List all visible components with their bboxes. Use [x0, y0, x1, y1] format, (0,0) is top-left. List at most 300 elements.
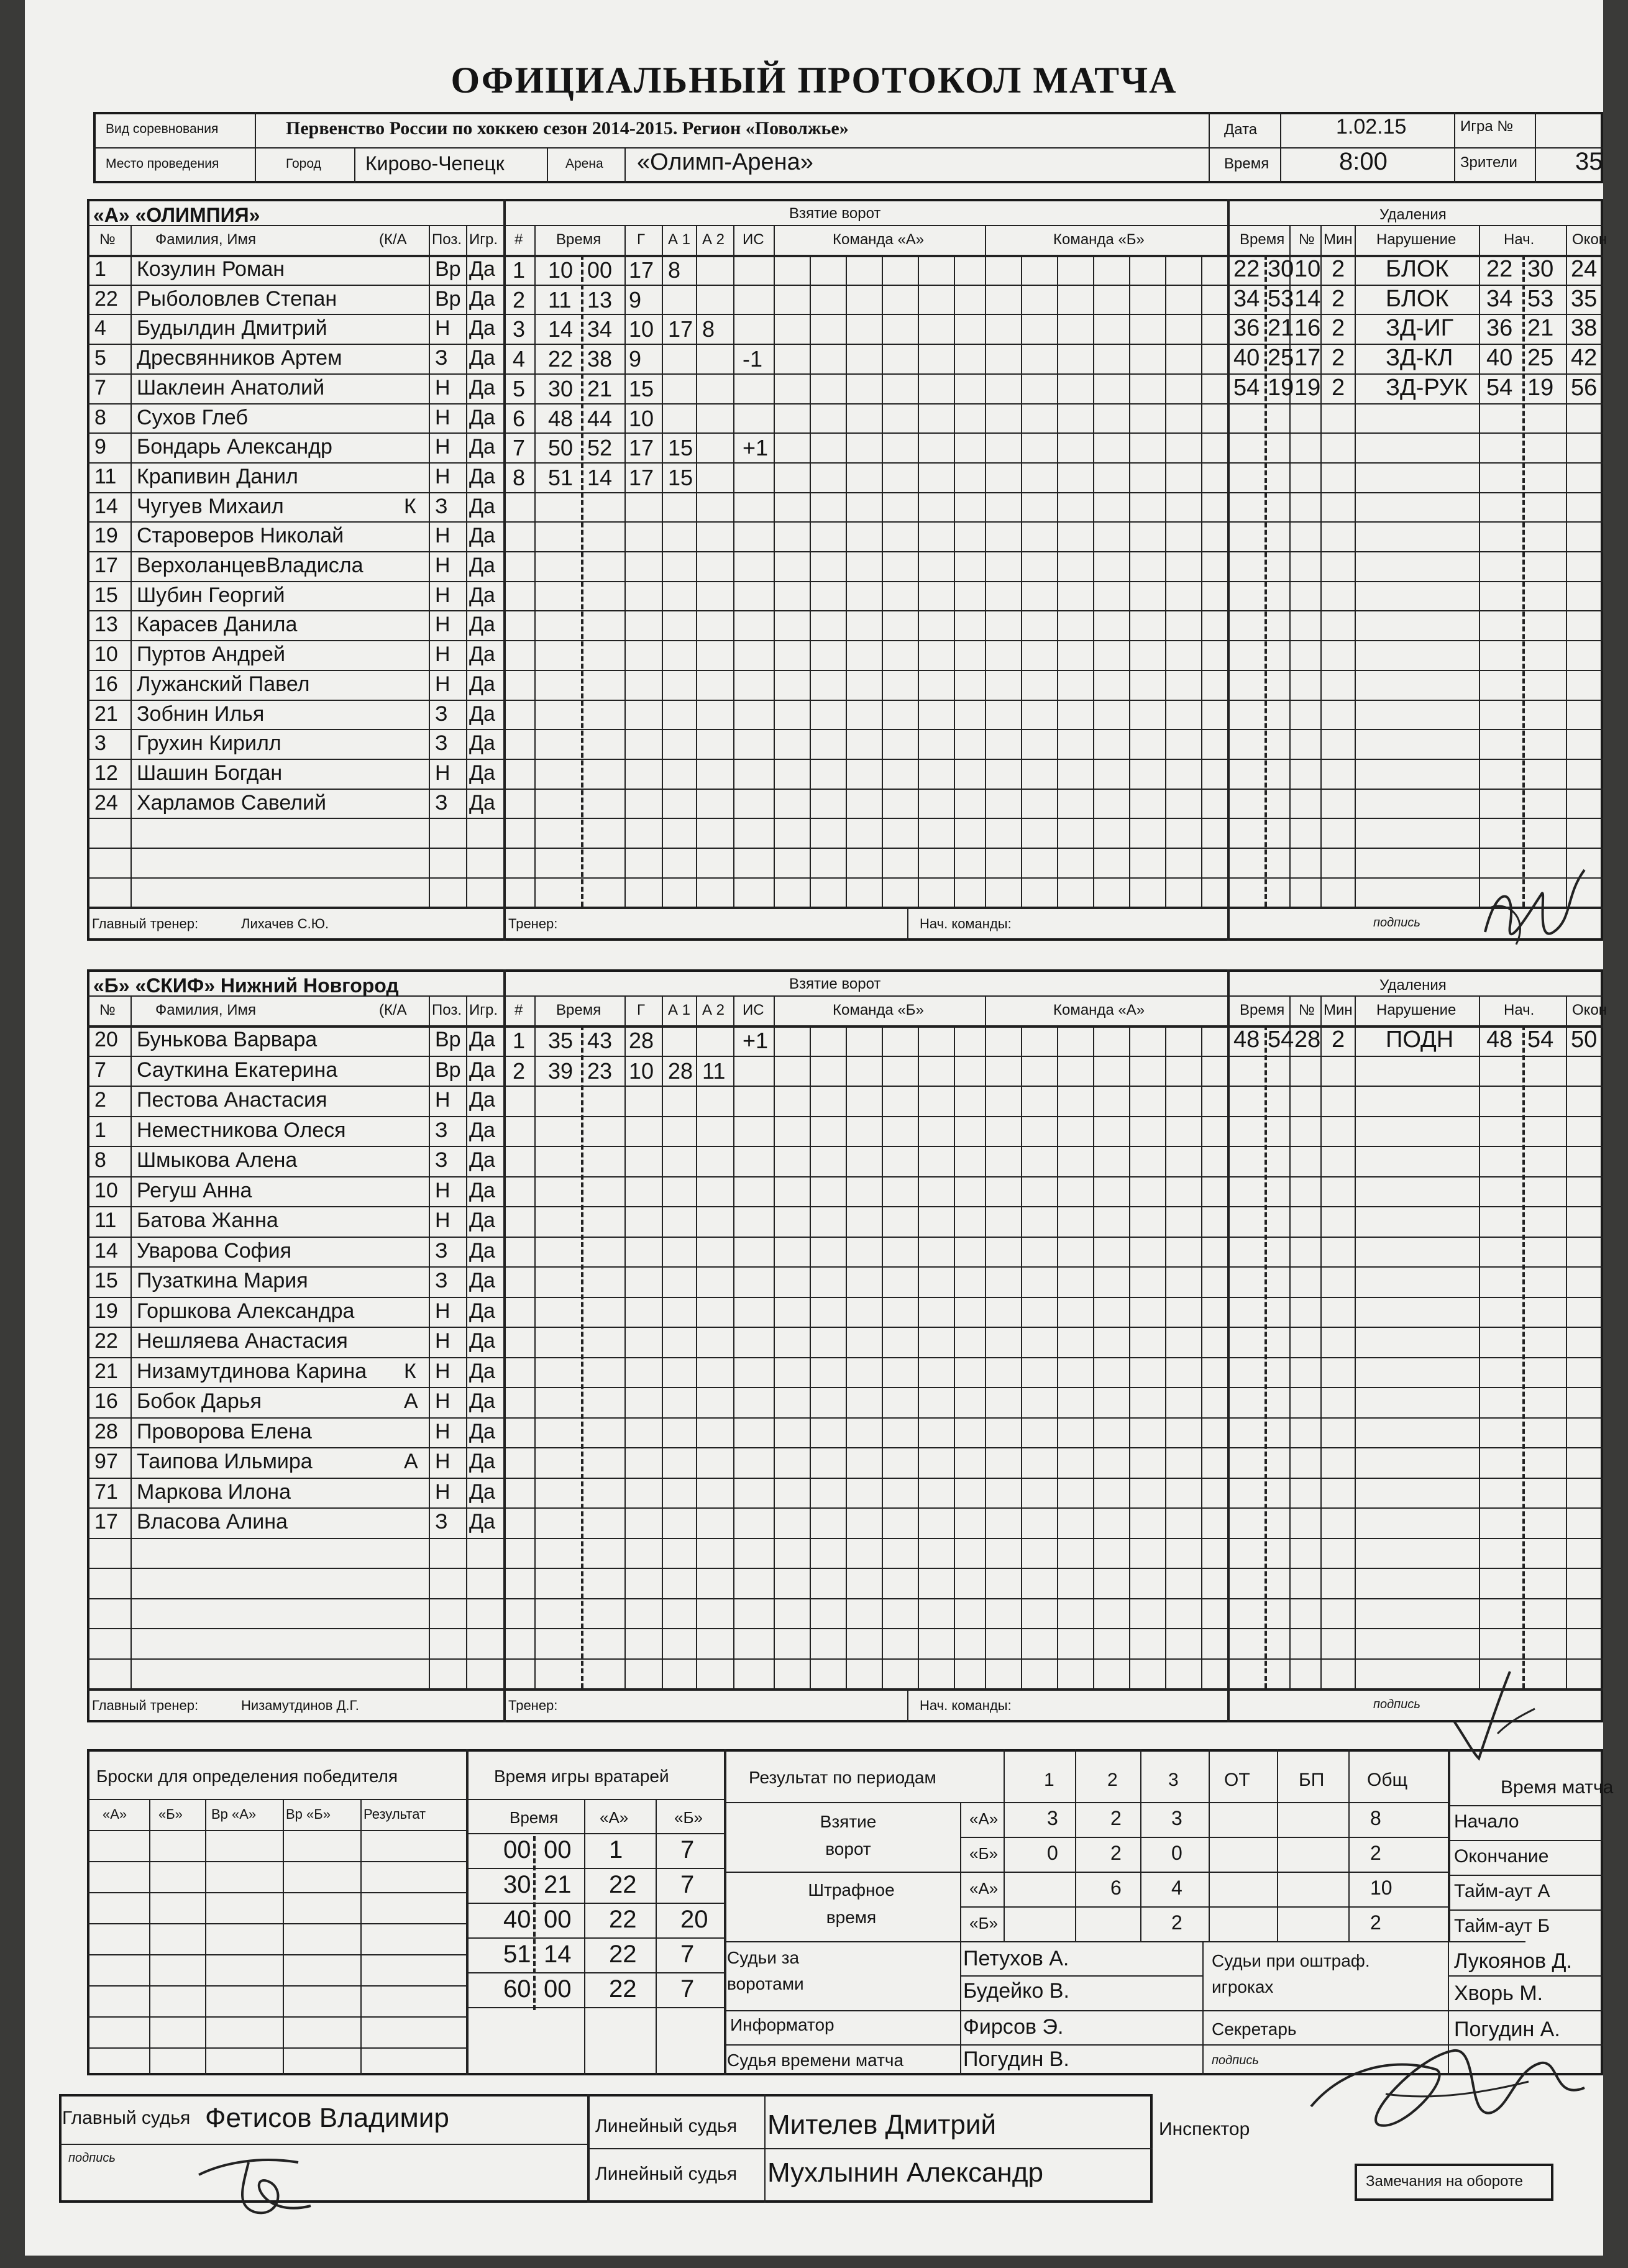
team-chief-label: Нач. команды: [920, 916, 1012, 932]
player-played: Да [469, 731, 495, 756]
block-divider [1448, 1749, 1450, 1941]
line-judge-2-name: Мухлынин Александр [767, 2157, 1043, 2188]
grid-line [907, 1688, 908, 1722]
grid-line [656, 1799, 657, 2075]
player-position: З [435, 346, 448, 370]
player-name: Батова Жанна [137, 1209, 278, 1232]
player-played: Да [469, 1510, 495, 1534]
penalty-violation: БЛОК [1386, 285, 1449, 312]
grid-line [360, 1799, 362, 2075]
period-team-label: «А» [969, 1809, 999, 1828]
dashed-divider [1264, 1025, 1267, 1688]
player-played: Да [469, 1178, 495, 1202]
player-position: Н [435, 316, 450, 341]
grid-line [1566, 225, 1567, 907]
grid-line [1165, 1025, 1166, 1688]
period-value: 0 [1047, 1842, 1058, 1864]
goal-number: 3 [513, 316, 526, 342]
player-played: Да [469, 761, 495, 785]
inspector-label: Инспектор [1159, 2119, 1250, 2139]
grid-line [466, 1972, 724, 1973]
goal-time-min: 10 [548, 257, 574, 283]
match-time-row: Окончание [1454, 1846, 1549, 1867]
grid-line [534, 995, 536, 1688]
grid-line [87, 848, 1603, 849]
grid-line [87, 610, 1603, 611]
penalty-violation: ЗД-КЛ [1386, 345, 1453, 372]
dashed-divider [533, 1836, 536, 2010]
grid-line [87, 1357, 1603, 1358]
penalty-start-sec: 30 [1527, 256, 1554, 282]
goalie-time-title: Время игры вратарей [494, 1767, 669, 1786]
player-played: Да [469, 494, 495, 518]
col-a1: А 1 [668, 1002, 691, 1018]
col-ka: (К/А [379, 1002, 407, 1018]
signature-label: подпись [1373, 916, 1420, 930]
player-position: Н [435, 672, 450, 696]
goal-judge-2: Будейко В. [963, 1979, 1069, 2003]
player-played: Да [469, 642, 495, 667]
period-value: 2 [1370, 1842, 1381, 1864]
goal-scorer: 9 [629, 346, 642, 372]
goal-time-min: 48 [548, 405, 574, 431]
grid-line [1355, 225, 1356, 907]
player-name: Пуртов Андрей [137, 642, 285, 667]
informer-label: Информатор [730, 2015, 835, 2034]
grid-line [87, 1297, 1603, 1298]
col-pen-time: Время [1240, 231, 1285, 248]
grid-line [87, 1387, 1603, 1388]
col-pen-viol: Нарушение [1376, 1002, 1457, 1018]
period-team-label: «А» [969, 1879, 999, 1898]
player-number: 9 [94, 435, 106, 459]
grid-line [87, 285, 1603, 286]
head-coach-name: Лихачев С.Ю. [241, 916, 329, 932]
grid-line [87, 1206, 1603, 1207]
goal-scorer: 17 [629, 464, 654, 490]
signature-label: подпись [1373, 1698, 1420, 1711]
grid-line [87, 759, 1603, 760]
city-value: Кирово-Чепецк [365, 152, 505, 175]
grid-line [1348, 1749, 1350, 1941]
grid-line [954, 255, 955, 907]
player-number: 7 [94, 375, 106, 400]
goal-time-min: 50 [548, 435, 574, 461]
secretary-signature [1292, 2032, 1603, 2144]
goal-scorer: 17 [629, 257, 654, 283]
player-number: 13 [94, 613, 118, 637]
player-position: Н [435, 1209, 450, 1232]
col-pen-end: Окон [1572, 231, 1607, 248]
col-pen-start: Нач. [1504, 231, 1535, 248]
player-name: ВерхоланцевВладисла [137, 554, 364, 577]
grid-line [1448, 1840, 1603, 1841]
grid-line [1355, 995, 1356, 1688]
penalty-time-min: 34 [1233, 285, 1260, 312]
grid-line [960, 1802, 961, 1941]
player-name: Зобнин Илья [137, 702, 265, 726]
grid-line [87, 551, 1603, 552]
grid-line [87, 2047, 466, 2049]
grid-line [960, 1906, 1448, 1908]
goal-time-sec: 38 [587, 346, 613, 372]
trainer-label: Тренер: [508, 1698, 558, 1713]
player-position: Вр [435, 257, 461, 281]
player-number: 21 [94, 702, 118, 726]
goalie-time-min: 60 [503, 1975, 531, 2003]
col-pen-min: Мин [1324, 231, 1353, 248]
team_b-team-header: «Б» «СКИФ» Нижний Новгород [93, 974, 399, 997]
goal-scorer: 15 [629, 375, 654, 401]
player-number: 8 [94, 1148, 106, 1172]
goalie-b: 7 [680, 1836, 695, 1863]
player-name: Нешляева Анастасия [137, 1329, 348, 1353]
period-col: 1 [1044, 1770, 1054, 1790]
player-position: Н [435, 1178, 450, 1202]
goal-time-min: 30 [548, 375, 574, 401]
grid-line [87, 1568, 1603, 1569]
penalty-violation: БЛОК [1386, 256, 1449, 282]
penalty-time-min: 22 [1233, 256, 1260, 282]
grid-line [283, 1799, 284, 2075]
grid-line [1479, 995, 1480, 1688]
col-g: Г [637, 1002, 645, 1018]
goal-assist-1: 15 [668, 435, 693, 461]
player-played: Да [469, 1209, 495, 1232]
grid-line [1201, 255, 1202, 907]
grid-line [918, 255, 919, 907]
goal-number: 7 [513, 435, 526, 461]
goalie-col-b: «Б» [674, 1808, 703, 1827]
grid-line [87, 1598, 1603, 1599]
player-played: Да [469, 1118, 495, 1142]
player-name: Уварова София [137, 1238, 291, 1263]
col-pen-no: № [1299, 1002, 1315, 1018]
goalie-time-sec: 00 [544, 1836, 572, 1863]
col-pos: Поз. [432, 1002, 462, 1018]
section-divider [503, 199, 506, 941]
player-position: З [435, 1510, 448, 1534]
timekeeper-name: Погудин В. [963, 2047, 1069, 2071]
grid-line [149, 1799, 150, 2075]
col-pen-start: Нач. [1504, 1002, 1535, 1018]
section-divider [1227, 199, 1230, 941]
grid-line [87, 1086, 1603, 1087]
grid-line [954, 1025, 955, 1688]
player-number: 4 [94, 316, 106, 341]
player-position: Н [435, 1419, 450, 1443]
team_a-team-header: «А» «ОЛИМПИЯ» [93, 204, 260, 226]
grid-line [534, 225, 536, 907]
goal-judge-1: Петухов А. [963, 1947, 1069, 1970]
time-value: 8:00 [1339, 148, 1388, 175]
player-played: Да [469, 316, 495, 341]
goalie-col-a: «А» [600, 1808, 629, 1827]
penalty-minutes: 2 [1332, 315, 1345, 342]
grid-line [1448, 1875, 1603, 1876]
player-number: 14 [94, 494, 118, 518]
grid-line [87, 1985, 466, 1987]
goalie-time-min: 30 [503, 1871, 531, 1898]
match-time-row: Тайм-аут Б [1454, 1916, 1550, 1936]
penalty-player: 17 [1294, 345, 1321, 372]
penalty-time-sec: 25 [1268, 345, 1294, 372]
player-name: Шмыкова Алена [137, 1148, 298, 1172]
goal-time-sec: 13 [587, 286, 613, 313]
penalty-start-sec: 54 [1527, 1027, 1554, 1053]
grid-line [1209, 1749, 1210, 1941]
goal-scorer: 9 [629, 286, 642, 313]
player-name: Бобок Дарья [137, 1389, 262, 1413]
penalty-time-sec: 21 [1268, 315, 1294, 342]
grid-line [1129, 255, 1130, 907]
goalie-b: 7 [680, 1871, 695, 1898]
player-name: Шубин Георгий [137, 583, 285, 607]
goal-time-min: 35 [548, 1028, 574, 1053]
grid-line [846, 1025, 847, 1688]
goal-assist-2: 11 [702, 1058, 726, 1084]
grid-line [87, 1923, 466, 1924]
shootout-col: Результат [364, 1806, 426, 1822]
grid-line [87, 432, 1603, 434]
goal-plus-minus: +1 [743, 1028, 769, 1053]
col-no: № [99, 1002, 116, 1018]
player-name: Крапивин Данил [137, 464, 298, 488]
penalty-violation: ПОДН [1386, 1027, 1454, 1053]
officials-signature-label: подпись [1212, 2054, 1259, 2067]
period-value: 2 [1110, 1842, 1122, 1864]
player-position: Н [435, 1088, 450, 1112]
penalty-time-sec: 53 [1268, 285, 1294, 312]
player-position: З [435, 731, 448, 756]
penalty-minutes: 2 [1332, 374, 1345, 401]
grid-line [87, 1538, 1603, 1539]
periods-title: Результат по периодам [749, 1768, 936, 1787]
penalty-start-min: 54 [1486, 374, 1513, 401]
shootout-col: Вр «Б» [286, 1806, 331, 1822]
goal-time-sec: 23 [587, 1058, 613, 1084]
penalty-end: 38 [1571, 315, 1598, 342]
trainer-label: Тренер: [508, 916, 558, 932]
player-name: Регуш Анна [137, 1178, 252, 1202]
goal-assist-1: 28 [668, 1058, 693, 1084]
grid-line [724, 1802, 1448, 1803]
col-time: Время [556, 231, 601, 248]
main-referee-name: Фетисов Владимир [205, 2103, 449, 2133]
penalty-time-min: 40 [1233, 345, 1260, 372]
goalie-time-sec: 00 [544, 1906, 572, 1933]
player-name: Лужанский Павел [137, 672, 310, 696]
penalty-judges-label: Судьи при оштраф. игроках [1212, 1951, 1370, 1996]
penalty-violation: ЗД-РУК [1386, 374, 1468, 401]
shootout-col: «Б» [158, 1806, 183, 1822]
player-played: Да [469, 1269, 495, 1292]
spectators-value: 35 [1575, 148, 1603, 175]
grid-line [1057, 1025, 1058, 1688]
grid-line [466, 2007, 724, 2008]
player-position: Н [435, 435, 450, 459]
grid-line [466, 995, 467, 1688]
grid-line [1320, 995, 1322, 1688]
player-number: 22 [94, 1329, 118, 1353]
grid-line [87, 1658, 1603, 1660]
penalty-start-sec: 21 [1527, 315, 1554, 342]
match-time-row: Тайм-аут А [1454, 1881, 1550, 1901]
grid-line [918, 1025, 919, 1688]
grid-line [87, 1116, 1603, 1117]
player-position: З [435, 790, 448, 815]
player-position: Н [435, 405, 450, 429]
grid-line [87, 492, 1603, 493]
col-pen-viol: Нарушение [1376, 231, 1457, 248]
grid-line [87, 1799, 466, 1800]
col-hash: # [514, 1002, 523, 1018]
goal-time-min: 22 [548, 346, 574, 372]
grid-line [87, 1176, 1603, 1177]
goal-scorer: 28 [629, 1028, 654, 1053]
period-value: 0 [1171, 1842, 1182, 1864]
goalie-time-min: 51 [503, 1941, 531, 1968]
player-position: З [435, 1238, 448, 1263]
grid-line [87, 1892, 466, 1893]
grid-line [985, 225, 986, 907]
line-judge-1-label: Линейный судья [595, 2116, 738, 2136]
time-label: Время [1224, 155, 1269, 172]
player-played: Да [469, 583, 495, 607]
penalty-start-sec: 25 [1527, 345, 1554, 372]
team-a-signature [1473, 857, 1597, 969]
player-number: 2 [94, 1088, 106, 1112]
player-played: Да [469, 524, 495, 548]
grid-line [87, 1954, 466, 1955]
goal-time-min: 14 [548, 316, 574, 342]
col-g: Г [637, 231, 645, 248]
goal-time-min: 11 [548, 286, 572, 313]
player-name: Чугуев Михаил [137, 494, 284, 518]
grid-line [696, 225, 697, 907]
period-col: 3 [1168, 1770, 1179, 1790]
goalie-a: 22 [609, 1941, 637, 1968]
grid-line [205, 1799, 206, 2075]
period-value: 2 [1110, 1807, 1122, 1829]
grid-line [87, 1237, 1603, 1238]
grid-line [587, 2148, 1153, 2149]
grid-line [87, 1861, 466, 1862]
period-value: 6 [1110, 1877, 1122, 1899]
player-played: Да [469, 613, 495, 637]
player-played: Да [469, 464, 495, 488]
grid-line [1165, 255, 1166, 907]
goalie-time-min: 40 [503, 1906, 531, 1933]
player-name: Горшкова Александра [137, 1299, 355, 1323]
penalty-time-sec: 19 [1268, 374, 1294, 401]
player-position: З [435, 494, 448, 518]
grid-line [87, 314, 1603, 315]
player-role: А [404, 1389, 418, 1413]
player-number: 1 [94, 1118, 106, 1142]
player-played: Да [469, 1299, 495, 1323]
player-name: Бондарь Александр [137, 435, 332, 459]
goalie-col-time: Время [510, 1808, 559, 1827]
grid-line [87, 818, 1603, 819]
player-number: 15 [94, 583, 118, 607]
arena-label: Арена [565, 157, 603, 171]
penalty-start-min: 48 [1486, 1027, 1513, 1053]
grid-line [1140, 1749, 1141, 1941]
col-team-first: Команда «Б» [833, 1002, 924, 1018]
grid-line [724, 1941, 1525, 1942]
goal-scorer: 10 [629, 316, 654, 342]
goalie-a: 22 [609, 1906, 637, 1933]
player-name: Сухов Глеб [137, 405, 248, 429]
player-position: Н [435, 1299, 450, 1323]
match-time-title: Время матча [1501, 1777, 1614, 1798]
grid-line [87, 1056, 1603, 1057]
goal-assist-2: 8 [702, 316, 715, 342]
secretary-name: Погудин А. [1454, 2018, 1560, 2041]
player-position: Н [435, 554, 450, 577]
game-no-label: Игра № [1460, 118, 1514, 135]
grid-line [733, 225, 734, 907]
penalty-player: 28 [1294, 1027, 1321, 1053]
dashed-divider [581, 255, 583, 907]
penalty-time-min: 36 [1233, 315, 1260, 342]
grid-line [87, 1146, 1603, 1147]
penalty-start-min: 40 [1486, 345, 1513, 372]
player-name: Козулин Роман [137, 257, 285, 281]
grid-line [87, 1830, 466, 1831]
grid-line [1021, 1025, 1022, 1688]
goal-time-sec: 00 [587, 257, 613, 283]
grid-line [1057, 255, 1058, 907]
grid-line [662, 225, 663, 907]
player-number: 10 [94, 1178, 118, 1202]
grid-line [960, 1837, 1448, 1838]
player-position: З [435, 1118, 448, 1142]
goalie-time-min: 00 [503, 1836, 531, 1863]
grid-line [810, 255, 811, 907]
player-played: Да [469, 286, 495, 311]
grid-line [87, 344, 1603, 345]
grid-line [882, 1025, 883, 1688]
goal-assist-1: 15 [668, 464, 693, 490]
grid-line [960, 1941, 961, 2075]
grid-line [882, 255, 883, 907]
grid-line [624, 225, 626, 907]
period-value: 3 [1171, 1807, 1182, 1829]
grid-line [87, 700, 1603, 701]
penalty-start-min: 36 [1486, 315, 1513, 342]
grid-line [466, 1833, 724, 1834]
player-number: 10 [94, 642, 118, 667]
goalie-time-sec: 21 [544, 1871, 572, 1898]
player-position: Н [435, 1450, 450, 1473]
player-played: Да [469, 346, 495, 370]
col-ka: (К/А [379, 231, 407, 248]
player-number: 19 [94, 524, 118, 548]
penalty-start-min: 34 [1486, 285, 1513, 312]
player-number: 11 [94, 464, 117, 488]
penalty-player: 14 [1294, 285, 1321, 312]
col-pen-time: Время [1240, 1002, 1285, 1018]
penalties-section-title: Удаления [1379, 206, 1447, 223]
col-no: № [99, 231, 116, 248]
line-judge-1-name: Мителев Дмитрий [767, 2110, 997, 2140]
section-divider [1227, 969, 1230, 1722]
match-time-row: Начало [1454, 1811, 1519, 1832]
col-is: ИС [743, 231, 764, 248]
remarks-note: Замечания на обороте [1366, 2173, 1524, 2190]
